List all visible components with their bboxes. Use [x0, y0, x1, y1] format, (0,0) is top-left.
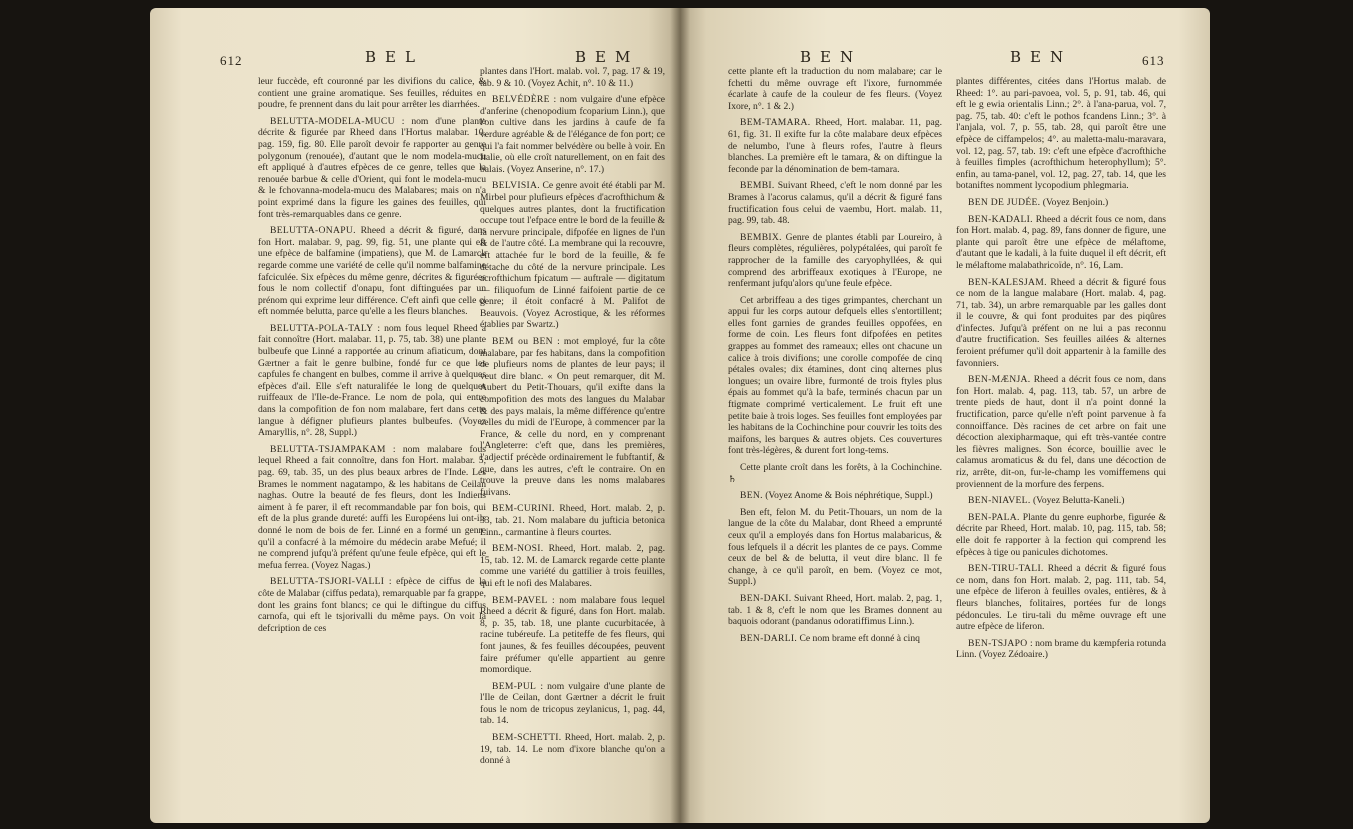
- dictionary-entry: [258, 444, 486, 572]
- dictionary-entry: [258, 116, 486, 220]
- dictionary-entry: [956, 512, 1166, 558]
- entry-text: Cet arbriffeau a des tiges grimpantes, cherchant un appui fur les corps autour defquels elles s'entortillent; elles font garnies de grandes feuilles oppofées, en forme de coin. Les fleurs font difpofées en petites grappes au fommet des rameaux; elles ont chacune un calice à trois divifions; une corolle compofée de cinq pétales ovales; dix étamines, dont cinq alternes plus longues; un ovaire libre, furmonté de trois ftyles plus épais au fommet qu'à la bafe, terminés chacun par un ftigmate comprimé verticalement. Le fruit eft une petite baie à trois loges. Ses feuilles font employées par les habitans de la Cochinchine pour couvrir les toits des maifons, les barques & autres objets. Ces couvertures font très-légères, & durent fort long-tems.: [728, 294, 942, 457]
- entry-text: Ben eft, felon M. du Petit-Thouars, un nom de la langue de la côte du Malabar, dont Rheed a emprunté ceux qu'il a employés dans fon Hortus malabaricus, & fous lefquels il a décrit les plantes de ce pays. Comme ceux de bel & de belutta, il veut dire blanc. Il fe change, à ce qu'il paroît, en bem. (Voyez ce mot, Suppl.): [728, 506, 942, 588]
- entry-text: : nom vulgaire d'une plante de l'Ile de Ceilan, dont Gærtner a décrit le fruit fous le nom de tricopus zeylanicus, 1, pag. 44, tab. 14.: [480, 680, 665, 727]
- entry-text: Rheed a décrit & figuré fous ce nom de la langue malabare (Hort. malab. 4, pag. 71, tab. 34), un arbre remarquable par les galles dont il le couvre, & qui font produites par des piqûres d'infectes. Jufqu'à préfent on ne lui a pas reconnu d'autre fructification. Ses feuilles ailées & alternes feroient préfumer qu'il doit appartenir à la famille des favonniers.: [956, 276, 1166, 369]
- entry-text: : nom malabare fous lequel Rheed a fait connoître, dans fon Hort. malabar. 5, pag. 69, tab. 35, un des plus beaux arbres de l'Inde. Les Brames le nomment nagatampo, & les habitans de Ceilan naghas. Outre la beauté de fes fleurs, dont les Indiens aiment à fe parer, il eft recommandable par fon bois, qui eft de la plus grande dureté: auffi les Européens lui ont-ils donné le nom de bois de fer. Linné en a formé un genre qu'il a confacré à la mémoire du médecin arabe Mefué; il ne comprend jufqu'à préfent qu'une feule efpèce, qui eft le mefua ferrea. (Voyez Nagas.): [258, 443, 486, 571]
- entry-headword: BEN.: [740, 490, 763, 502]
- dictionary-entry: [728, 490, 942, 502]
- dictionary-entry: [728, 232, 942, 290]
- dictionary-entry: [728, 180, 942, 226]
- running-head-center: BEM: [575, 48, 640, 66]
- entry-headword: BEM-PAVEL: [492, 594, 548, 606]
- column-2: [480, 66, 665, 772]
- entry-headword: BEN-TSJAPO: [968, 637, 1028, 649]
- running-head-left-right-page: BEN: [800, 48, 863, 66]
- entry-text: Rheed, Hort. malab. 2, p. 19, tab. 14. Le nom d'ixore blanche qu'on a donné à: [480, 732, 665, 767]
- column-3: [728, 66, 942, 649]
- dictionary-entry: [728, 117, 942, 175]
- dictionary-entry: [728, 593, 942, 628]
- dictionary-entry: [480, 732, 665, 767]
- entry-headword: BELUTTA-ONAPU.: [270, 225, 356, 237]
- entry-text: : efpèce de ciffus de la côte de Malabar (ciffus pedata), remarquable par fa grappe, dont les grains font blancs; ce qui le diftingue du ciffus carnofa, qui eft le tsjorivalli du même pays. On voit la defcription de ces: [258, 576, 486, 634]
- dictionary-entry: [480, 543, 665, 589]
- dictionary-entry: [956, 638, 1166, 661]
- dictionary-entry: [258, 323, 486, 439]
- entry-headword: BEN DE JUDÉE.: [968, 196, 1041, 208]
- entry-text: Rheed, Hort. malab. 2, p. 33, tab. 21. Nom malabare du jufticia betonica Linn., carmantine à fleurs courtes.: [480, 503, 666, 538]
- entry-headword: BEN-KADALI.: [968, 213, 1033, 225]
- dictionary-entry: [728, 507, 942, 588]
- dictionary-entry: [480, 180, 665, 331]
- running-head-left: BEL: [365, 48, 424, 66]
- entry-text: (Voyez Belutta-Kaneli.): [1032, 495, 1125, 507]
- dictionary-entry: [956, 563, 1166, 633]
- book-spread: [150, 8, 1210, 823]
- entry-text: plantes différentes, citées dans l'Hortus malab. de Rheed: 1°. au pari-pavoea, vol. 5, p. 91, tab. 46, qui eft le g ewia orientalis Linn.; 2°. à l'ana-parua, vol. 7, pag. 75, tab. 40: c'eft le pothos fcandens Linn.; 3°. à l'anjala, vol. 7, p. 55, tab. 28, qui paroît être une efpèce de ciffampelos; 4°. au maletta-malu-maravara, vol. 12, pag. 57, tab. 19: c'eft une efpèce d'acrofthiche à feuilles fimples (acrofthichum heterophyllum); 5°. enfin, au tama-panel, vol. 12, pag. 27, tab. 14, que les botaniftes nomment lycopodium phlegmaria.: [956, 76, 1166, 192]
- entry-text: Suivant Rheed, c'eft le nom donné par les Brames à l'acorus calamus, qu'il a décrit & figuré fans fructification fous celui de vaembu, Hort. malab. 11, pag. 99, tab. 48.: [728, 180, 942, 227]
- entry-text: leur fuccède, eft couronné par les divifions du calice, & contient une graine aromatique. Ses feuilles, réduites en poudre, fe prennent dans du lait pour arrêter les diarrhées.: [258, 76, 486, 111]
- dictionary-entry: [480, 336, 665, 498]
- column-1: [258, 76, 486, 639]
- entry-headword: BEM-CURINI.: [492, 503, 555, 515]
- page-number-left: 612: [220, 53, 243, 68]
- dictionary-entry: [728, 633, 942, 645]
- entry-text: cette plante eft la traduction du nom malabare; car le fchetti du même ouvrage eft l'ixore, furnommée écarlate à caufe de la couleur de fes fleurs. (Voyez Ixore, n°. 1 & 2.): [728, 66, 942, 112]
- entry-text: plantes dans l'Hort. malab. vol. 7, pag. 17 & 19, tab. 9 & 10. (Voyez Achit, n°. 10 & 11.): [480, 66, 665, 89]
- book-gutter: [670, 8, 690, 823]
- page-number-right: 613: [1142, 53, 1165, 68]
- entry-text: (Voyez Anome & Bois néphrétique, Suppl.): [765, 490, 933, 502]
- entry-headword: BEMBI.: [740, 180, 775, 192]
- entry-text: (Voyez Benjoin.): [1042, 196, 1109, 208]
- entry-text: Rheed a décrit & figuré fous ce nom, dans fon Hort. malab. 2, pag. 111, tab. 54, une efpèce de liferon à feuilles ovales, entières, & à fleurs blanches, folitaires, portées fur de longs pédoncules. Le tiru-tali du même ouvrage eft une autre efpèce de liferon.: [956, 563, 1166, 633]
- dictionary-entry: [258, 225, 486, 318]
- entry-headword: BEN-KALESJAM.: [968, 276, 1047, 288]
- entry-text: Genre de plantes établi par Loureiro, à fleurs complètes, régulières, polypétalées, qui paroît fe rapprocher de la famille des caryophyllées, & qui comprend des arbriffeaux exotiques à l'Europe, ne renfermant jufqu'alors qu'une feule efpèce.: [728, 231, 942, 290]
- entry-headword: BEN-NIAVEL.: [968, 495, 1031, 507]
- entry-text: Plante du genre euphorbe, figurée & décrite par Rheed, Hort. malab. 10, pag. 115, tab. 58; elle doit fe rapporter à la fection qui comprend les efpèces à tige ou panicules dichotomes.: [956, 511, 1166, 558]
- entry-headword: BEM-TAMARA.: [740, 117, 811, 129]
- dictionary-entry: [480, 503, 665, 538]
- dictionary-entry: [480, 595, 665, 676]
- entry-text: Rheed, Hort. malab. 2, pag. 15, tab. 12. M. de Lamarck regarde cette plante comme une variété du gattilier à trois feuilles, qui eft le nofi des Malabares.: [480, 543, 665, 589]
- entry-text: Ce genre avoit été établi par M. Mirbel pour plufieurs efpèces d'acrofthichum & quelques autres plantes, dont la fructification occupe tout l'efpace entre le bord de la feuille & la nervure principale, difpofée en lignes de l'un & de l'autre côté. La membrane qui la recouvre, eft attachée fur le bord de la feuille, & fe détache du côté de la nervure principale. Les acrofthichum fpicatum — auftrale — digitatum — filiquofum de Linné faifoient partie de ce genre; il étoit confacré à M. Palifot de Beauvois. (Voyez Acrostique, & les réformes établies par Swartz.): [480, 180, 665, 331]
- dictionary-entry: [728, 66, 942, 112]
- entry-headword: BELUTTA-TSJAMPAKAM: [270, 443, 386, 455]
- dictionary-entry: [480, 681, 665, 727]
- entry-text: Rheed a décrit fous ce nom, dans fon Hort. malab. 4, pag. 113, tab. 57, un arbre de trente pieds de haut, dont il n'a point donné la fructification, parce qu'elle n'eft point parvenue à fa connoiffance. Dès racines de cet arbre on fait une décoction alexipharmaque, qui eft très-vantée contre les fièvres malignes. Son écorce, bouillie avec le calamus aromaticus & du fel, dans une décoction de riz, arrête, dit-on, fur-le-champ les vomiffemens qui proviennent de la morfure des ferpens.: [956, 374, 1167, 490]
- dictionary-entry: [480, 94, 665, 175]
- left-page: [150, 8, 680, 823]
- dictionary-entry: [258, 76, 486, 111]
- dictionary-entry: [956, 277, 1166, 370]
- entry-headword: BELUTTA-TSJORI-VALLI: [270, 576, 385, 588]
- dictionary-entry: [956, 197, 1166, 209]
- entry-headword: BEN-DAKI.: [740, 592, 792, 604]
- entry-text: Ce nom brame eft donné à cinq: [799, 632, 920, 644]
- entry-text: : nom d'une plante décrite & figurée par Rheed dans l'Hortus malabar. 10, pag. 159, fig. 80. Elle paroît devoir fe rapporter au genre polygonum (renouée), d'autant que le nom modela-mucu eft appliqué à d'autres efpèces de ce genre, telles que la renouée barbue & celle d'Orient, qui font le modela-mucu & le fchovanna-modela-mucu des Malabares; mais on n'a point exprimé dans la figure les gaines des feuilles, qui font très-remarquables dans ce genre.: [258, 115, 486, 220]
- entry-headword: BEM-PUL: [492, 680, 537, 692]
- right-page: [680, 8, 1210, 823]
- entry-headword: BELVISIA.: [492, 180, 540, 192]
- dictionary-entry: [956, 76, 1166, 192]
- entry-headword: BEMBIX.: [740, 231, 782, 243]
- running-head-right: BEN: [1010, 48, 1073, 66]
- entry-headword: BEN-TIRU-TALI.: [968, 563, 1044, 575]
- entry-headword: BEM-SCHETTI.: [492, 732, 562, 744]
- entry-text: : nom malabare fous lequel Rheed a décrit & figuré, dans fon Hort. malab. 8, p. 35, tab. 18, une plante cucurbitacée, à racine tubéreufe. La petiteffe de fes fleurs, qui font jaunes, & fes feuilles découpées, peuvent faire préfumer qu'elle appartient au genre momordique.: [480, 594, 665, 676]
- entry-headword: BEN-DARLI.: [740, 632, 798, 644]
- entry-text: : nom vulgaire d'une efpèce d'anferine (chenopodium fcoparium Linn.), que l'on cultive dans les jardins à caufe de fa verdure agréable & de l'élégance de fon port; ce qui l'a fait nommer belvédère ou belle à voir. En Italie, où elle croît naturellement, on en fait des balais. (Voyez Anserine, n°. 17.): [480, 94, 666, 175]
- dictionary-entry: [480, 66, 665, 89]
- entry-text: Rheed, Hort. malabar. 11, pag. 61, fig. 31. Il exifte fur la côte malabare deux efpèces de nelumbo, l'une à fleurs rofes, l'autre à fleurs blanches. La première eft le tamara, & on diftingue la feconde par la dénomination de bem-tamara.: [728, 117, 942, 175]
- dictionary-entry: [258, 576, 486, 634]
- dictionary-entry: [728, 295, 942, 457]
- entry-text: Rheed a décrit & figuré, dans fon Hort. malabar. 9, pag. 99, fig. 51, une plante qui eft une efpèce de balfamine (impatiens), que M. de Lamarck regarde comme une variété de celle qu'il nomme balfamine fafciculée. Six efpèces du même genre, décrites & figurées fous le nom collectif d'onapu, font diftinguées par un prénom qui exprime leur différence. C'eft ainfi que celle ci eft nommée belutta, parce qu'elle a les fleurs blanches.: [258, 225, 486, 318]
- entry-headword: BEN-MÆNJA.: [968, 374, 1031, 386]
- dictionary-entry: [956, 374, 1166, 490]
- entry-text: Rheed a décrit fous ce nom, dans fon Hort. malab. 4, pag. 89, fans donner de figure, une plante qui paroît être une efpèce de mélaftome, d'autant que le kadali, à la fuite duquel il eft décrit, eft le mélaftome malabathricoïde, n°. 16, Lam.: [956, 213, 1166, 271]
- column-4: [956, 76, 1166, 666]
- dictionary-entry: [956, 495, 1166, 507]
- entry-headword: BEM-NOSI.: [492, 543, 544, 555]
- entry-headword: BEM ou BEN: [492, 336, 553, 348]
- dictionary-entry: [956, 214, 1166, 272]
- dictionary-entry: [728, 462, 942, 485]
- entry-headword: BELVÉDÈRE: [492, 94, 550, 106]
- entry-headword: BELUTTA-MODELA-MUCU: [270, 115, 395, 127]
- entry-text: Cette plante croît dans les forêts, à la Cochinchine. ♄: [728, 462, 942, 485]
- entry-headword: BEN-PALA.: [968, 511, 1020, 523]
- entry-text: : nom fous lequel Rheed a fait connoître (Hort. malabar. 11, p. 75, tab. 38) une plante bulbeufe que Linné a rapportée au crinum afiaticum, dont Gærtner a fait le genre bulbine, fondé fur ce que les capfules fe changent en bulbes, comme il arrive à quelques efpèces d'ail. Elle s'eft naturalifée le long de quelques ruiffeaux de l'Ile-de-France. Le nom de pola, qui entre dans la compofition de fon nom malabare, fert dans cette langue à défigner plufieurs plantes bulbeufes. (Voyez Amaryllis, n°. 28, Suppl.): [258, 322, 486, 439]
- entry-text: Suivant Rheed, Hort. malab. 2, pag. 1, tab. 1 & 8, c'eft le nom que les Brames donnent au baquois odorant (pandanus odoratiffimus Linn.).: [728, 592, 943, 628]
- entry-text: : nom brame du kæmpferia rotunda Linn. (Voyez Zédoaire.): [956, 637, 1166, 661]
- entry-text: : mot employé, fur la côte malabare, par fes habitans, dans la compofition de plufieurs noms de plantes de leur pays; il veut dire blanc. « On peut remarquer, dit M. Aubert du Petit-Thouars, qu'il exifte dans la compofition des mots des langues du Malabar & des pays malais, la même différence qu'entre celles du midi de l'Europe, à commencer par la France, & celle du nord, en y comprenant l'Angleterre: c'eft que, dans les premières, l'adjectif précède ordinairement le fubftantif, & que, dans les autres, c'eft le contraire. On en trouve la preuve dans les noms malabares fuivans.: [480, 336, 666, 498]
- entry-headword: BELUTTA-POLA-TALY: [270, 322, 374, 334]
